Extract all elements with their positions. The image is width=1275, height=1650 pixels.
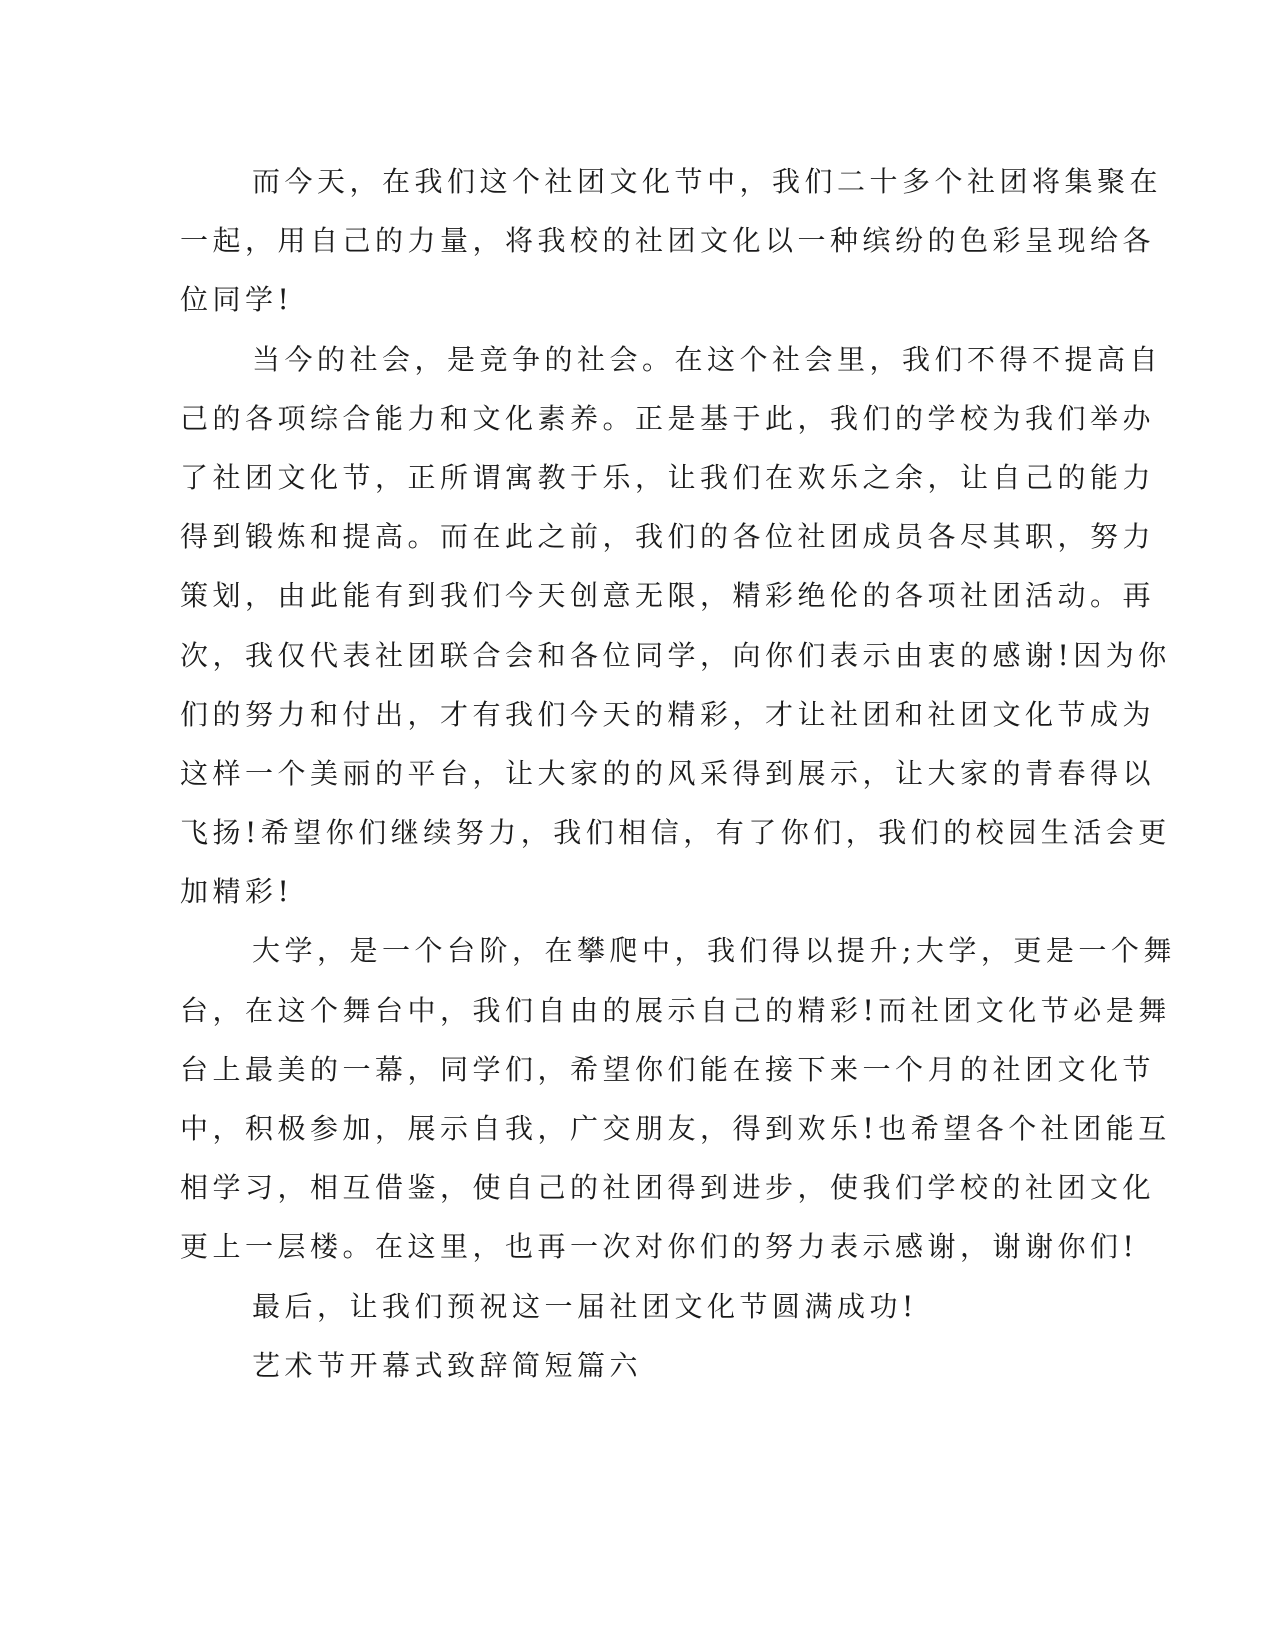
paragraph-2-line-6: 次，我仅代表社团联合会和各位同学，向你们表示由衷的感谢!因为你 [180, 638, 1171, 672]
paragraph-2-line-9: 飞扬!希望你们继续努力，我们相信，有了你们，我们的校园生活会更 [180, 816, 1171, 850]
paragraph-1-line-3: 位同学! [180, 283, 294, 317]
paragraph-3-line-3: 台上最美的一幕，同学们，希望你们能在接下来一个月的社团文化节 [180, 1052, 1156, 1086]
paragraph-2-line-10: 加精彩! [180, 875, 294, 909]
paragraph-2-line-8: 这样一个美丽的平台，让大家的的风采得到展示，让大家的青春得以 [180, 756, 1156, 790]
section-heading: 艺术节开幕式致辞简短篇六 [252, 1348, 643, 1382]
paragraph-2-line-5: 策划，由此能有到我们今天创意无限，精彩绝伦的各项社团活动。再 [180, 579, 1156, 613]
paragraph-3-line-5: 相学习，相互借鉴，使自己的社团得到进步，使我们学校的社团文化 [180, 1171, 1156, 1205]
paragraph-2-line-2: 己的各项综合能力和文化素养。正是基于此，我们的学校为我们举办 [180, 401, 1156, 435]
paragraph-2-line-3: 了社团文化节，正所谓寓教于乐，让我们在欢乐之余，让自己的能力 [180, 460, 1156, 494]
paragraph-4-line-1: 最后，让我们预祝这一届社团文化节圆满成功! [252, 1289, 918, 1323]
paragraph-2-line-1: 当今的社会，是竞争的社会。在这个社会里，我们不得不提高自 [252, 342, 1163, 376]
paragraph-3-line-1: 大学，是一个台阶，在攀爬中，我们得以提升;大学，更是一个舞 [252, 934, 1176, 968]
paragraph-2-line-4: 得到锻炼和提高。而在此之前，我们的各位社团成员各尽其职，努力 [180, 520, 1156, 554]
paragraph-2-line-7: 们的努力和付出，才有我们今天的精彩，才让社团和社团文化节成为 [180, 697, 1156, 731]
paragraph-1-line-1: 而今天，在我们这个社团文化节中，我们二十多个社团将集聚在 [252, 165, 1163, 198]
paragraph-3-line-4: 中，积极参加，展示自我，广交朋友，得到欢乐!也希望各个社团能互 [180, 1112, 1171, 1145]
paragraph-3-line-6: 更上一层楼。在这里，也再一次对你们的努力表示感谢，谢谢你们! [180, 1230, 1139, 1264]
paragraph-1-line-2: 一起，用自己的力量，将我校的社团文化以一种缤纷的色彩呈现给各 [180, 224, 1156, 258]
document-body [180, 159, 1176, 1402]
paragraph-3-line-2: 台，在这个舞台中，我们自由的展示自己的精彩!而社团文化节必是舞 [180, 993, 1171, 1027]
